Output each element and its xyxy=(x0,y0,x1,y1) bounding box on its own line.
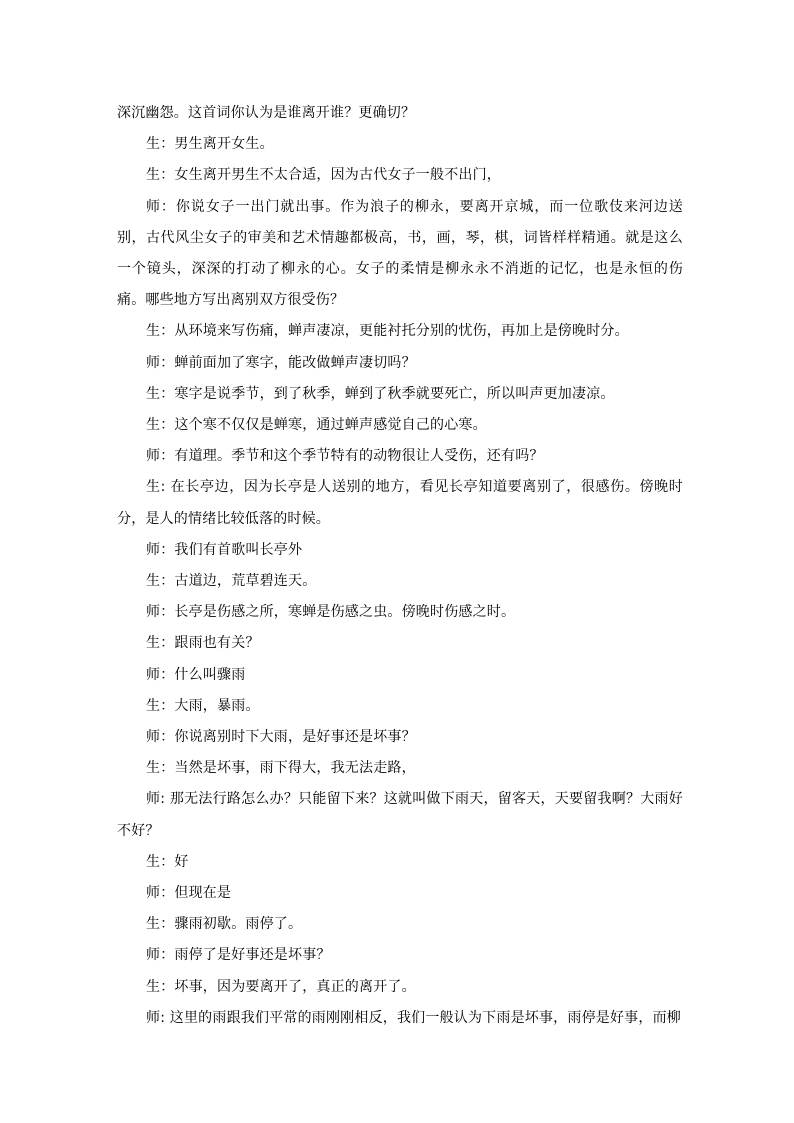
paragraph-16: 生：大雨，暴雨。 xyxy=(146,697,260,714)
paragraph-5: 生：从环境来写伤痛，蝉声凄凉，更能衬托分别的忧伤，再加上是傍晚时分。 xyxy=(146,323,629,340)
paragraph-3: 生：女生离开男生不太合适，因为古代女子一般不出门， xyxy=(146,167,501,184)
paragraph-19: 师: 那无法行路怎么办？只能留下来？这就叫做下雨天，留客天，天要留我啊？大雨好不好？ xyxy=(117,791,683,839)
paragraph-7: 生：寒字是说季节，到了秋季，蝉到了秋季就要死亡，所以叫声更加凄凉。 xyxy=(146,385,615,402)
paragraph-8: 生：这个寒不仅仅是蝉寒，通过蝉声感觉自己的心寒。 xyxy=(146,417,487,434)
document-page xyxy=(117,98,683,1034)
paragraph-10: 生: 在长亭边，因为长亭是人送别的地方，看见长亭知道要离别了，很感伤。傍晚时分，是人的情绪比较低落的时候。 xyxy=(117,479,683,527)
paragraph-23: 师：雨停了是好事还是坏事？ xyxy=(146,947,331,964)
paragraph-6: 师：蝉前面加了寒字，能改做蝉声凄切吗？ xyxy=(146,354,416,371)
paragraph-2: 生：男生离开女生。 xyxy=(146,136,274,153)
paragraph-12: 生：古道边，荒草碧连天。 xyxy=(146,573,317,590)
paragraph-18: 生：当然是坏事，雨下得大，我无法走路， xyxy=(146,760,416,777)
paragraph-11: 师：我们有首歌叫长亭外 xyxy=(146,541,303,558)
paragraph-4: 师：你说女子一出门就出事。作为浪子的柳永，要离开京城，而一位歌伎来河边送别，古代风尘女子的审美和艺术情趣都极高，书，画，琴，棋，词皆样样精通。就是这么一个镜头，深深的打动了柳永的心。女子的柔情是柳永永不消逝的记忆，也是永恒的伤痛。哪些地方写出离别双方很受伤？ xyxy=(117,198,683,309)
paragraph-15: 师：什么叫骤雨 xyxy=(146,666,246,683)
paragraph-17: 师：你说离别时下大雨，是好事还是坏事？ xyxy=(146,729,416,746)
paragraph-25: 师: 这里的雨跟我们平常的雨刚刚相反，我们一般认为下雨是坏事，雨停是好事，而柳 xyxy=(146,1009,681,1026)
paragraph-21: 师：但现在是 xyxy=(146,885,232,902)
paragraph-13: 师：长亭是伤感之所，寒蝉是伤感之虫。傍晚时伤感之时。 xyxy=(146,604,516,621)
paragraph-24: 生：坏事，因为要离开了，真正的离开了。 xyxy=(146,978,416,995)
paragraph-20: 生：好 xyxy=(146,853,189,870)
paragraph-22: 生：骤雨初歇。雨停了。 xyxy=(146,916,303,933)
paragraph-1: 深沉幽怨。这首词你认为是谁离开谁？更确切？ xyxy=(117,105,416,121)
paragraph-14: 生：跟雨也有关？ xyxy=(146,635,260,652)
paragraph-9: 师：有道理。季节和这个季节特有的动物很让人受伤，还有吗？ xyxy=(146,448,544,465)
